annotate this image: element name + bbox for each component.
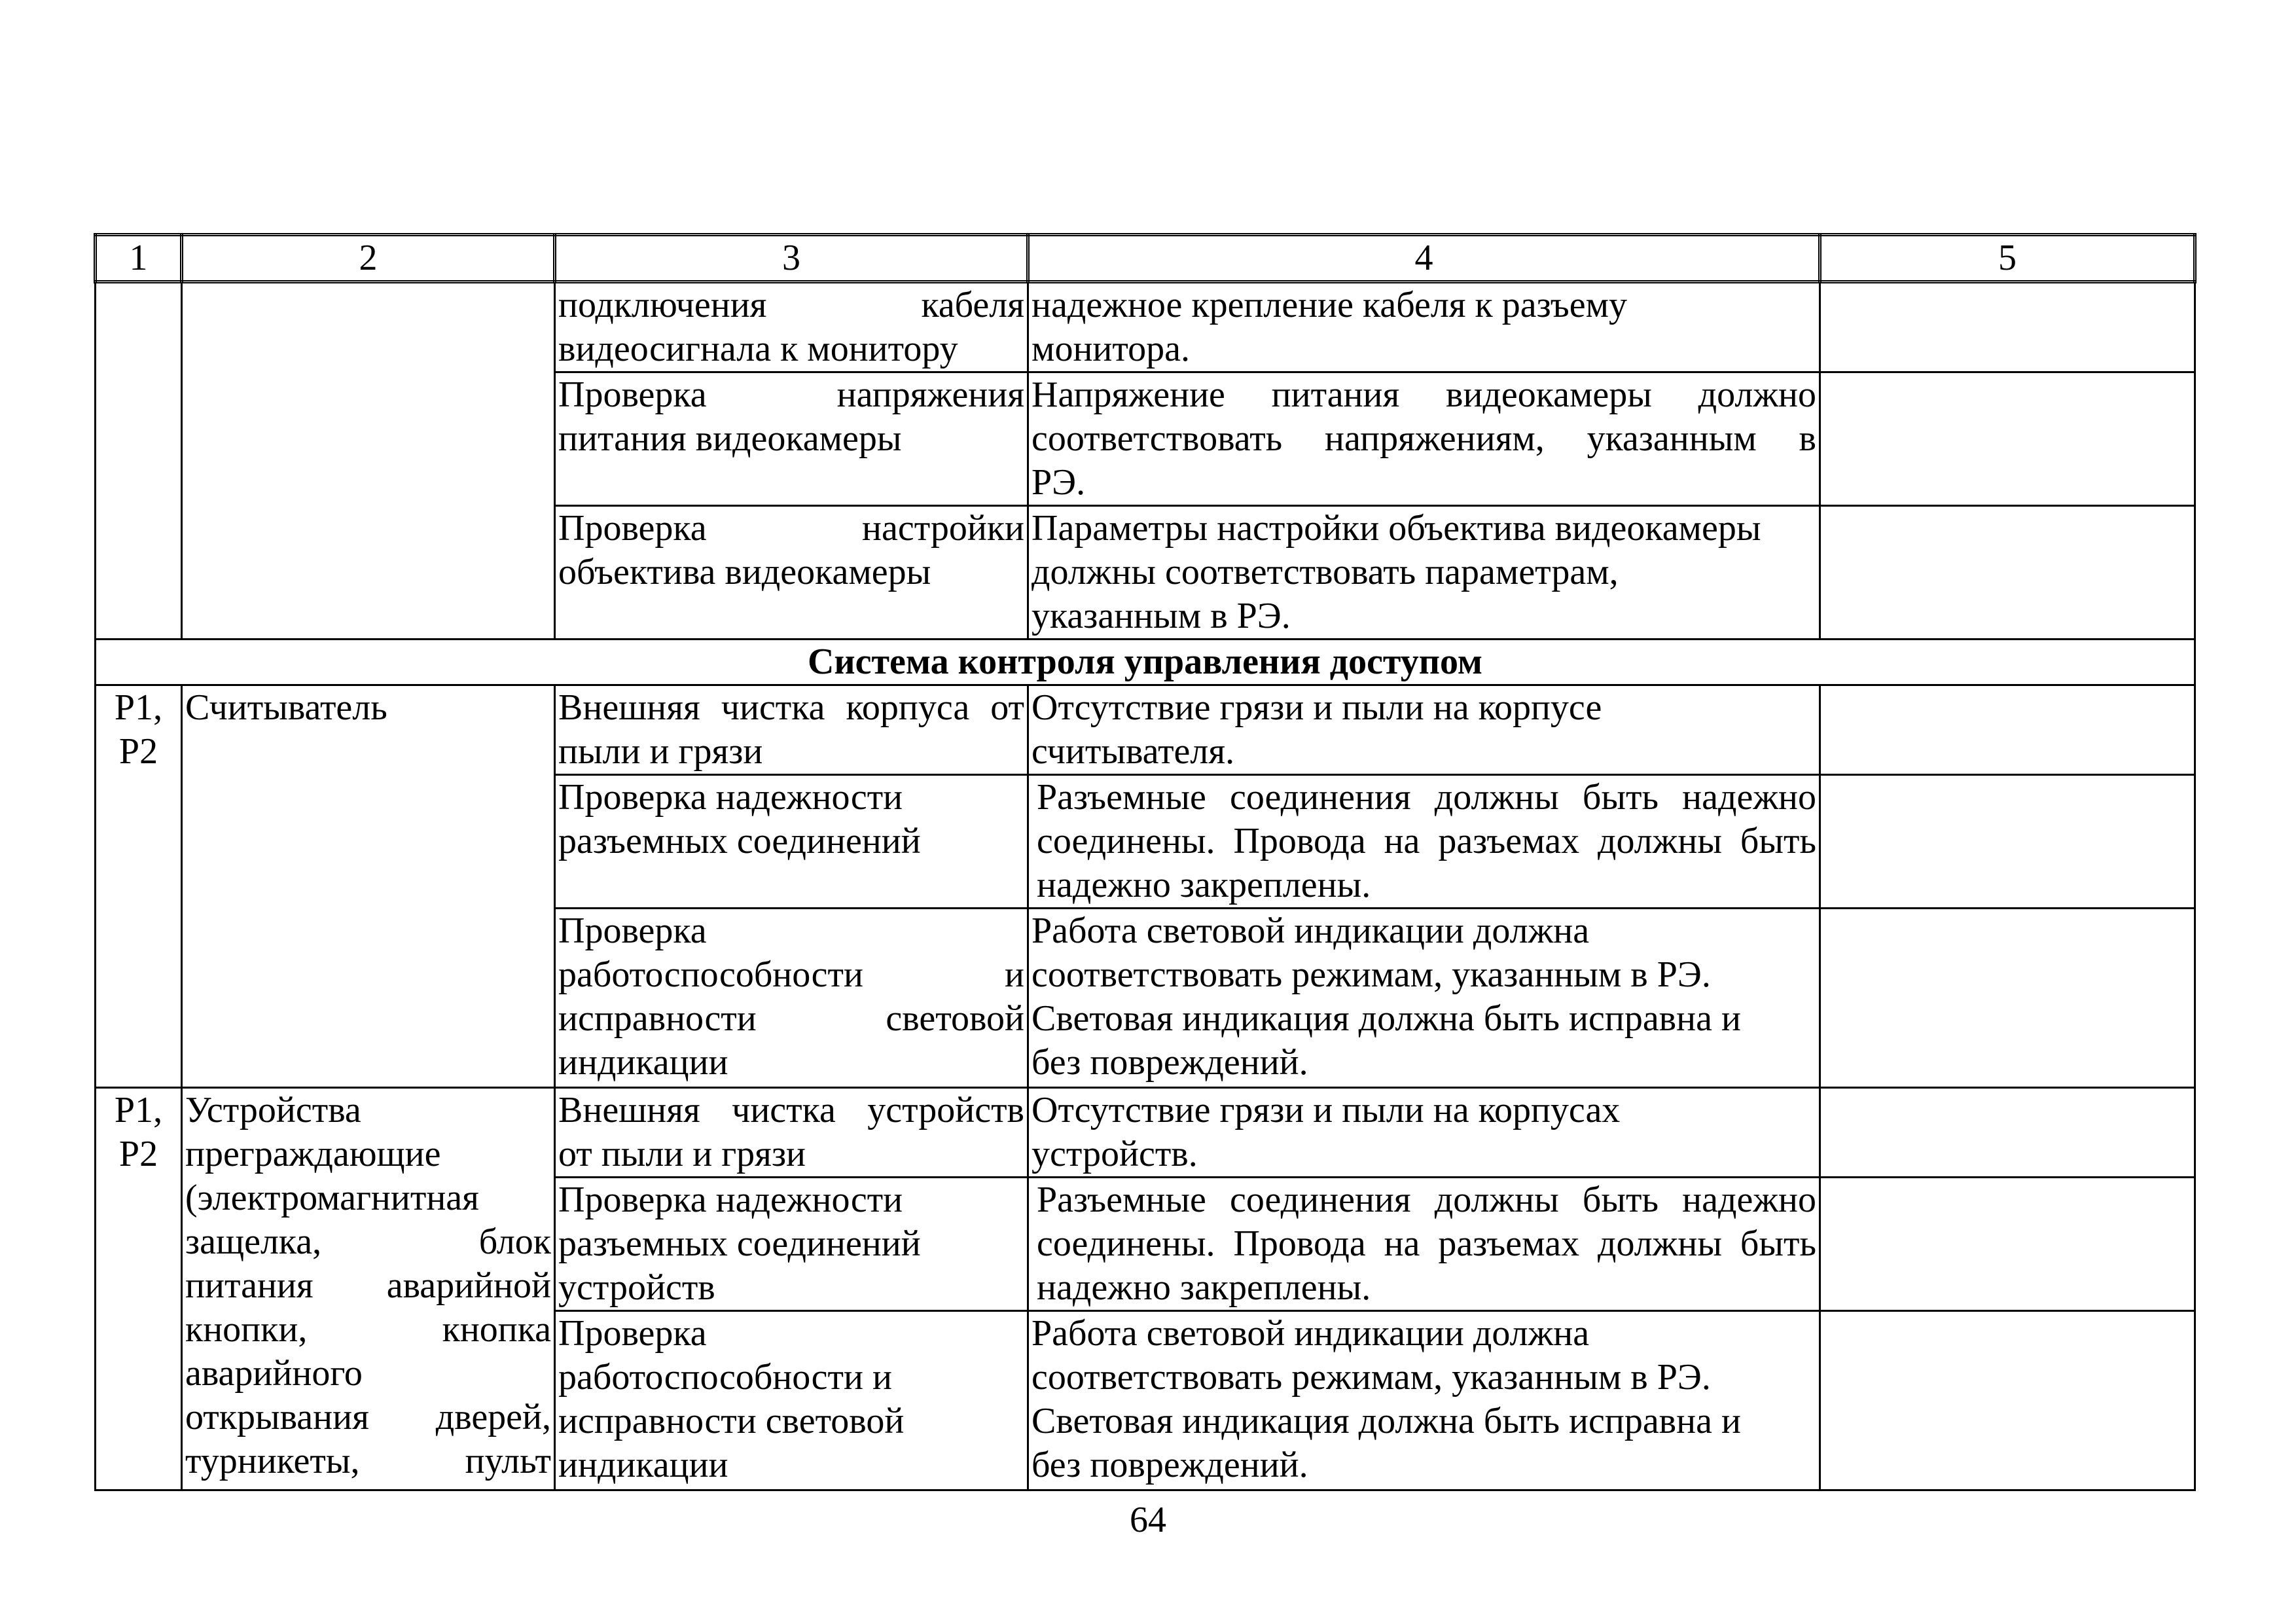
requirement-cell [1028,775,1820,909]
text-line: работоспособности и [558,1357,892,1398]
table-header-row [96,235,2195,282]
text-line: Отсутствие грязи и пыли на корпусах [1031,1090,1621,1130]
text-line: без повреждений. [1031,1445,1308,1485]
notes-cell [1820,685,2195,775]
check-cell [555,685,1028,775]
text-line: объектива видеокамеры [558,552,931,592]
text-line: соответствовать напряжениям, указанным в [1031,418,1816,459]
text-line: Напряжение питания видеокамеры должно [1031,374,1816,415]
requirement-cell [1028,372,1820,506]
check-cell [555,506,1028,640]
text-line: без повреждений. [1031,1042,1308,1083]
text-line: пыли и грязи [558,731,763,772]
notes-cell [1820,775,2195,909]
text-line: от пыли и грязи [558,1134,806,1174]
text-line: Проверка настройки [558,508,1024,549]
device-cell [182,1088,555,1490]
requirement-cell [1028,909,1820,1088]
text-line: открывания дверей, [185,1397,551,1437]
text-line: Работа световой индикации должна [1031,1313,1590,1354]
check-cell [555,775,1028,909]
text-line: монитора. [1031,329,1190,369]
text-line: Работа световой индикации должна [1031,911,1590,951]
requirement-cell [1028,506,1820,640]
page-number: 64 [1130,1500,1166,1540]
text-line: Проверка напряжения [558,374,1024,415]
device-name: Считыватель [185,687,387,728]
text-line: Световая индикация должна быть исправна и [1031,998,1741,1039]
text-line: соединены. Провода на разъемах должны быть [1037,821,1816,861]
row-number-cell [96,282,182,640]
table-row [96,282,2195,372]
text-line: исправности световой [558,998,1024,1039]
text-line: Р1, [114,687,163,728]
text-line: Отсутствие грязи и пыли на корпусе [1031,687,1602,728]
text-line: Параметры настройки объектива видеокамеры [1031,508,1761,549]
text-line: должны соответствовать параметрам, [1031,552,1619,592]
device-cell [182,685,555,1088]
text-line: соединены. Провода на разъемах должны быть [1037,1223,1816,1264]
notes-cell [1820,372,2195,506]
text-line: надежно закреплены. [1037,865,1371,905]
text-line: устройств [558,1267,715,1308]
check-cell [555,1178,1028,1311]
table-row [96,685,2195,775]
text-line: Р2 [118,731,158,772]
check-cell [555,282,1028,372]
check-cell [555,1088,1028,1178]
requirement-cell [1028,1178,1820,1311]
text-line: Проверка [558,911,707,951]
text-line: исправности световой [558,1401,905,1441]
table-row [96,1088,2195,1178]
check-cell [555,909,1028,1088]
check-cell [555,372,1028,506]
requirement-cell [1028,1088,1820,1178]
text-line: индикации [558,1042,728,1083]
requirement-cell [1028,282,1820,372]
requirement-cell [1028,1311,1820,1490]
header-col-2: 2 [182,235,555,282]
notes-cell [1820,506,2195,640]
notes-cell [1820,1088,2195,1178]
text-line: индикации [558,1445,728,1485]
row-number-cell [96,1088,182,1490]
header-col-4: 4 [1028,235,1820,282]
text-line: РЭ. [1031,462,1086,503]
section-row [96,640,2195,685]
text-line: Внешняя чистка корпуса от [558,687,1024,728]
notes-cell [1820,1311,2195,1490]
row-number-cell [96,685,182,1088]
notes-cell [1820,909,2195,1088]
text-line: устройств. [1031,1134,1198,1174]
text-line: Устройства [185,1090,361,1130]
text-line: Проверка надежности [558,777,903,818]
notes-cell [1820,1178,2195,1311]
text-line: Внешняя чистка устройств [558,1090,1024,1130]
text-line: работоспособности и [558,954,1024,995]
text-line: Разъемные соединения должны быть надежно [1037,777,1816,818]
text-line: надежное крепление кабеля к разъему [1031,285,1627,325]
text-line: питания видеокамеры [558,418,902,459]
text-line: Световая индикация должна быть исправна и [1031,1401,1741,1441]
header-col-1: 1 [96,235,182,282]
text-line: защелка, блок [185,1221,551,1262]
notes-cell [1820,282,2195,372]
header-col-5: 5 [1820,235,2195,282]
text-line: указанным в РЭ. [1031,596,1291,636]
text-line: подключения кабеля [558,285,1024,325]
requirement-cell [1028,685,1820,775]
text-line: Проверка надежности [558,1180,903,1220]
section-title: Система контроля управления доступом [96,640,2195,685]
maintenance-table [94,233,2197,1491]
text-line: (электромагнитная [185,1178,479,1218]
check-cell [555,1311,1028,1490]
text-line: разъемных соединений [558,1223,921,1264]
text-line: соответствовать режимам, указанным в РЭ. [1031,954,1711,995]
text-line: считывателя. [1031,731,1235,772]
text-line: надежно закреплены. [1037,1267,1371,1308]
text-line: видеосигнала к монитору [558,329,958,369]
device-cell [182,282,555,640]
text-line: Разъемные соединения должны быть надежно [1037,1180,1816,1220]
text-line: преграждающие [185,1134,441,1174]
text-line: соответствовать режимам, указанным в РЭ. [1031,1357,1711,1398]
text-line: питания аварийной [185,1265,551,1306]
text-line: Р1, [114,1090,163,1130]
text-line: аварийного [185,1353,363,1394]
text-line: Р2 [118,1134,158,1174]
text-line: турникеты, пульт [185,1441,551,1481]
text-line: кнопки, кнопка [185,1309,551,1350]
text-line: разъемных соединений [558,821,921,861]
text-line: Проверка [558,1313,707,1354]
header-col-3: 3 [555,235,1028,282]
